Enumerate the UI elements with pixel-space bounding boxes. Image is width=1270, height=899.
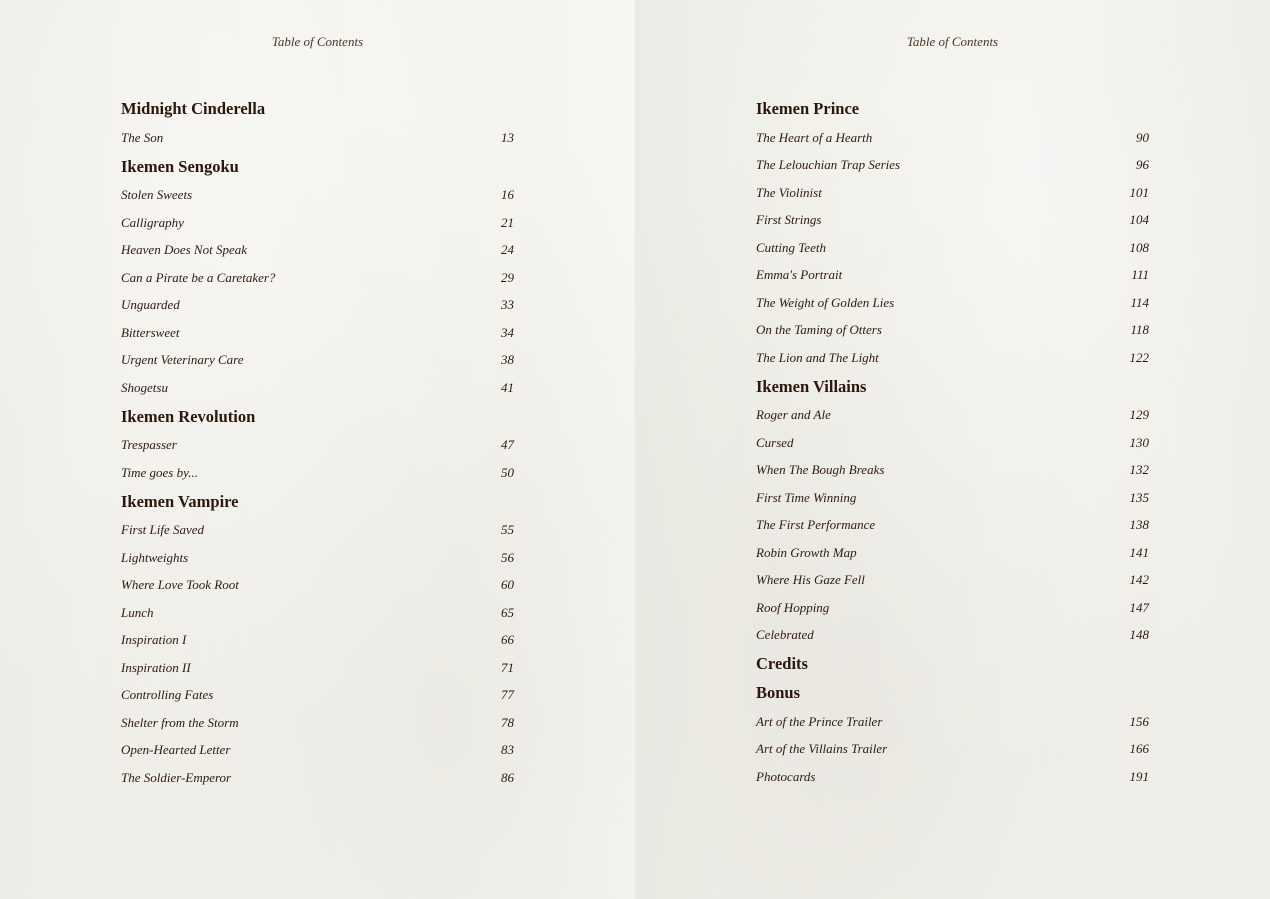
entry-page-number: 147	[1129, 599, 1149, 615]
toc-entry[interactable]	[756, 512, 1149, 540]
entry-page-number: 104	[1129, 212, 1149, 228]
entry-page-number: 41	[501, 379, 514, 395]
toc-entry[interactable]	[756, 622, 1149, 650]
toc-entry[interactable]	[121, 237, 514, 265]
toc-entry[interactable]	[121, 627, 514, 655]
entry-title: Trespasser	[121, 437, 177, 453]
entry-page-number: 50	[501, 464, 514, 480]
entry-page-number: 29	[501, 269, 514, 285]
entry-page-number: 148	[1129, 627, 1149, 643]
toc-entry[interactable]	[121, 182, 514, 210]
toc-entry[interactable]	[121, 654, 514, 682]
toc-entry[interactable]	[756, 736, 1149, 764]
entry-title: The Son	[121, 129, 164, 145]
section-title[interactable]: Ikemen Prince	[756, 99, 860, 118]
entry-title: Photocards	[756, 768, 816, 784]
entry-page-number: 60	[501, 577, 514, 593]
entry-title: Lightweights	[121, 549, 189, 565]
entry-title: Lunch	[121, 604, 154, 620]
section-title[interactable]: Credits	[756, 654, 808, 673]
toc-entry[interactable]	[756, 124, 1149, 152]
entry-page-number: 108	[1129, 239, 1149, 255]
toc-entry[interactable]	[121, 209, 514, 237]
entry-title: Art of the Villains Trailer	[756, 741, 888, 757]
entry-page-number: 191	[1129, 768, 1149, 784]
toc-entry[interactable]	[121, 517, 514, 545]
entry-title: The Soldier-Emperor	[121, 769, 232, 785]
toc-entry[interactable]	[121, 319, 514, 347]
toc-entry[interactable]	[121, 572, 514, 600]
entry-page-number: 78	[501, 714, 514, 730]
entry-title: Urgent Veterinary Care	[121, 352, 244, 368]
entry-title: Cutting Teeth	[756, 239, 826, 255]
entry-page-number: 16	[501, 187, 514, 203]
entry-page-number: 135	[1129, 489, 1149, 505]
entry-page-number: 65	[501, 604, 514, 620]
toc-entry[interactable]	[756, 152, 1149, 180]
toc-entry[interactable]	[121, 374, 514, 402]
toc-entry[interactable]	[756, 594, 1149, 622]
toc-entry[interactable]	[756, 763, 1149, 791]
entry-title: Roof Hopping	[756, 599, 830, 615]
entry-title: Art of the Prince Trailer	[756, 713, 883, 729]
entry-title: Inspiration II	[121, 659, 191, 675]
entry-title: When The Bough Breaks	[756, 462, 885, 478]
entry-page-number: 56	[501, 549, 514, 565]
toc-entry[interactable]	[121, 709, 514, 737]
entry-title: Celebrated	[756, 627, 814, 643]
entry-title: Cursed	[756, 434, 794, 450]
entry-page-number: 33	[501, 297, 514, 313]
entry-title: Robin Growth Map	[756, 544, 857, 560]
entry-title: The Lion and The Light	[756, 349, 879, 365]
entry-page-number: 90	[1136, 129, 1149, 145]
toc-entry[interactable]	[756, 429, 1149, 457]
entry-page-number: 132	[1129, 462, 1149, 478]
section-title[interactable]: Bonus	[756, 683, 801, 702]
entry-page-number: 47	[501, 437, 514, 453]
entry-page-number: 101	[1129, 184, 1149, 200]
toc-entry[interactable]	[756, 708, 1149, 736]
entry-page-number: 71	[501, 659, 514, 675]
entry-title: Where His Gaze Fell	[756, 572, 865, 588]
entry-title: First Time Winning	[756, 489, 857, 505]
running-head: Table of Contents	[271, 34, 364, 49]
toc-entry[interactable]	[121, 459, 514, 487]
entry-title: The First Performance	[756, 517, 876, 533]
entry-title: On the Taming of Otters	[756, 322, 882, 338]
entry-page-number: 55	[501, 522, 514, 538]
toc-entry[interactable]	[756, 457, 1149, 485]
entry-page-number: 38	[501, 352, 514, 368]
toc-entry[interactable]	[756, 539, 1149, 567]
section-title[interactable]: Midnight Cinderella	[121, 99, 266, 118]
entry-page-number: 129	[1129, 407, 1149, 423]
entry-title: Shogetsu	[121, 379, 168, 395]
entry-page-number: 111	[1131, 267, 1149, 283]
entry-page-number: 96	[1136, 157, 1149, 173]
entry-page-number: 118	[1130, 322, 1149, 338]
entry-title: Controlling Fates	[121, 687, 214, 703]
toc-entry[interactable]	[756, 179, 1149, 207]
entry-title: Bittersweet	[121, 324, 180, 340]
toc-entry[interactable]	[121, 544, 514, 572]
entry-page-number: 13	[501, 129, 514, 145]
toc-list	[121, 94, 514, 792]
toc-entry[interactable]	[756, 289, 1149, 317]
toc-list	[756, 94, 1149, 791]
entry-page-number: 141	[1129, 544, 1149, 560]
entry-title: Stolen Sweets	[121, 187, 193, 203]
toc-entry[interactable]	[756, 317, 1149, 345]
toc-entry[interactable]	[121, 264, 514, 292]
section-title[interactable]: Ikemen Sengoku	[121, 156, 239, 176]
entry-page-number: 130	[1129, 434, 1149, 450]
entry-title: Can a Pirate be a Caretaker?	[121, 269, 276, 285]
toc-entry[interactable]	[121, 682, 514, 710]
entry-title: The Heart of a Hearth	[756, 129, 873, 145]
toc-entry[interactable]	[756, 207, 1149, 235]
toc-entry[interactable]	[121, 347, 514, 375]
entry-page-number: 142	[1129, 572, 1149, 588]
toc-entry[interactable]	[756, 262, 1149, 290]
entry-title: First Life Saved	[121, 522, 205, 538]
entry-page-number: 24	[501, 242, 514, 258]
entry-title: Time goes by...	[121, 464, 198, 480]
entry-title: Shelter from the Storm	[121, 714, 239, 730]
entry-page-number: 83	[501, 742, 514, 758]
toc-entry[interactable]	[121, 124, 514, 152]
entry-page-number: 122	[1129, 349, 1149, 365]
toc-entry[interactable]	[756, 402, 1149, 430]
toc-entry[interactable]	[121, 292, 514, 320]
entry-page-number: 21	[501, 214, 514, 230]
entry-title: Where Love Took Root	[121, 577, 239, 593]
entry-title: Roger and Ale	[756, 407, 831, 423]
entry-title: Inspiration I	[121, 632, 187, 648]
entry-page-number: 77	[501, 687, 514, 703]
entry-page-number: 86	[501, 769, 514, 785]
entry-title: The Violinist	[756, 184, 822, 200]
entry-page-number: 114	[1130, 294, 1149, 310]
toc-entry[interactable]	[756, 484, 1149, 512]
toc-entry[interactable]	[756, 567, 1149, 595]
toc-entry[interactable]	[121, 764, 514, 792]
entry-page-number: 66	[501, 632, 514, 648]
entry-title: Open-Hearted Letter	[121, 742, 231, 758]
entry-title: Emma's Portrait	[756, 267, 843, 283]
section-title[interactable]: Ikemen Revolution	[121, 406, 256, 426]
entry-page-number: 34	[501, 324, 514, 340]
section-title[interactable]: Ikemen Vampire	[121, 491, 239, 511]
toc-entry[interactable]	[121, 432, 514, 460]
entry-title: First Strings	[756, 212, 822, 228]
toc-entry[interactable]	[756, 344, 1149, 372]
running-head: Table of Contents	[906, 34, 999, 49]
entry-title: The Lelouchian Trap Series	[756, 157, 901, 173]
section-title[interactable]: Ikemen Villains	[756, 376, 867, 396]
entry-title: The Weight of Golden Lies	[756, 294, 895, 310]
toc-entry[interactable]	[756, 234, 1149, 262]
entry-page-number: 166	[1129, 741, 1149, 757]
entry-title: Calligraphy	[121, 214, 184, 230]
entry-page-number: 156	[1129, 713, 1149, 729]
entry-page-number: 138	[1129, 517, 1149, 533]
right-page	[635, 0, 1270, 899]
entry-title: Unguarded	[121, 297, 180, 313]
entry-title: Heaven Does Not Speak	[121, 242, 247, 258]
toc-entry[interactable]	[121, 737, 514, 765]
toc-entry[interactable]	[121, 599, 514, 627]
